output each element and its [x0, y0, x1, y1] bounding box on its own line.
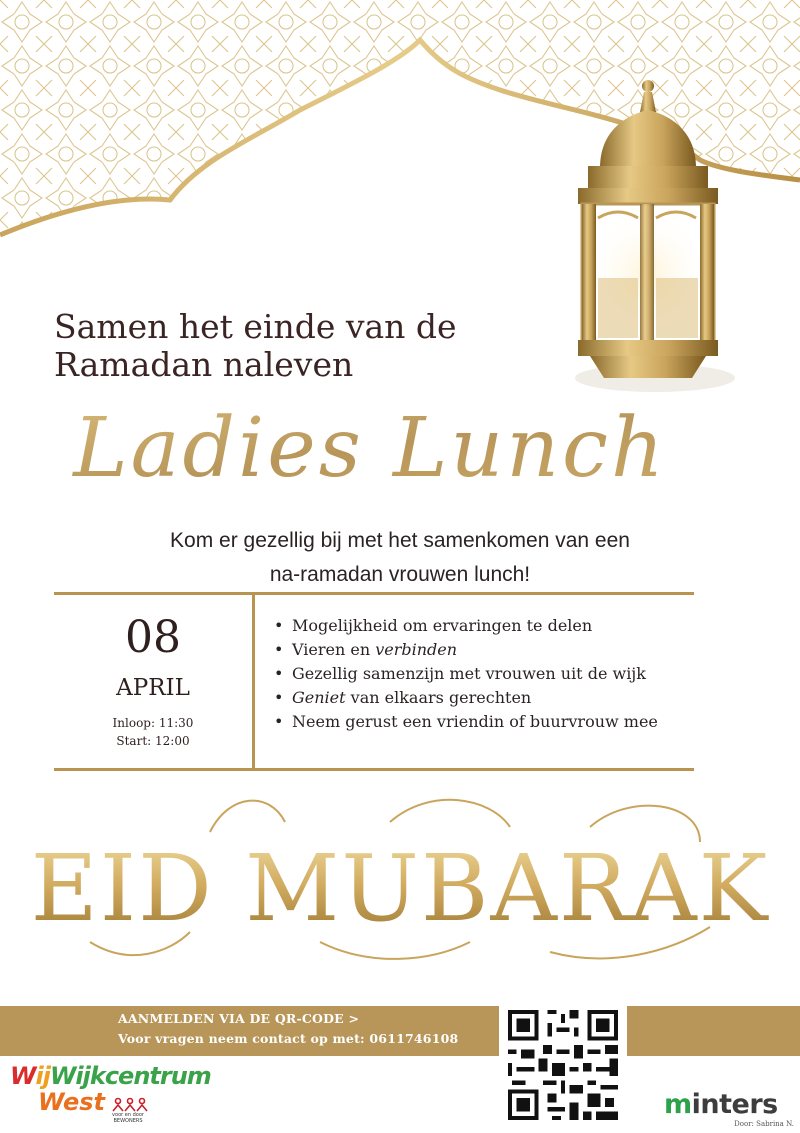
eid-mubarak-text: EID MUBARAK — [30, 835, 770, 942]
event-highlights — [270, 614, 730, 734]
contact-phone: Voor vragen neem contact op met: 0611746108 — [118, 1031, 459, 1046]
wijkcentrum-west-logo — [4, 1060, 211, 1130]
lantern-icon — [560, 78, 740, 398]
list-item-text: van elkaars gerechten — [345, 688, 532, 707]
divider-bottom — [54, 768, 694, 771]
ladies-lunch-title — [40, 390, 700, 500]
west-wordmark: West — [38, 1088, 105, 1116]
event-date — [54, 610, 252, 750]
intro-line-2: na-ramadan vrouwen lunch! — [269, 563, 531, 586]
headline-line-1: Samen het einde van de — [54, 307, 457, 346]
divider-top — [54, 592, 694, 595]
divider-vertical — [252, 595, 255, 768]
list-item — [270, 710, 730, 734]
event-inloop-time: Inloop: 11:30 — [112, 716, 194, 730]
wijk-tagline: voor en door BEWONERS — [112, 1112, 144, 1124]
list-item-text: Gezellig samenzijn met vrouwen uit de wijk — [292, 664, 646, 683]
minters-m: m — [664, 1089, 692, 1120]
event-day: 08 — [125, 612, 181, 663]
list-item-emphasis: Geniet — [292, 688, 346, 707]
headline-line-2: Ramadan naleven — [54, 345, 354, 384]
minters-rest: inters — [691, 1089, 778, 1120]
list-item — [270, 638, 730, 662]
headline — [54, 308, 524, 384]
minters-logo — [664, 1090, 794, 1130]
event-start-time: Start: 12:00 — [116, 734, 190, 748]
event-month: APRIL — [116, 675, 190, 701]
qr-code[interactable] — [499, 1001, 627, 1129]
list-item-text: Vieren en — [292, 640, 376, 659]
signup-instruction: AANMELDEN VIA DE QR-CODE > — [118, 1011, 360, 1026]
designer-credit: Door: Sabrina N. — [734, 1120, 794, 1128]
eid-mubarak-title — [30, 792, 770, 968]
wijkcentrum-word: Wijkcentrum — [49, 1062, 211, 1090]
wijkcentrum-wordmark: WijWijkcentrum — [10, 1062, 211, 1090]
ladies-lunch-text: Ladies Lunch — [73, 401, 667, 496]
list-item-text: Neem gerust een vriendin of buurvrouw mee — [292, 712, 658, 731]
minters-wordmark — [664, 1090, 778, 1120]
qr-code-icon — [499, 1001, 627, 1129]
list-item — [270, 614, 730, 638]
list-item-text: Mogelijkheid om ervaringen te delen — [292, 616, 593, 635]
list-item — [270, 686, 730, 710]
intro-text — [60, 524, 740, 592]
footer-text — [118, 1009, 458, 1049]
intro-line-1: Kom er gezellig bij met het samenkomen van een — [170, 529, 630, 552]
list-item — [270, 662, 730, 686]
list-item-emphasis: verbinden — [375, 640, 458, 659]
